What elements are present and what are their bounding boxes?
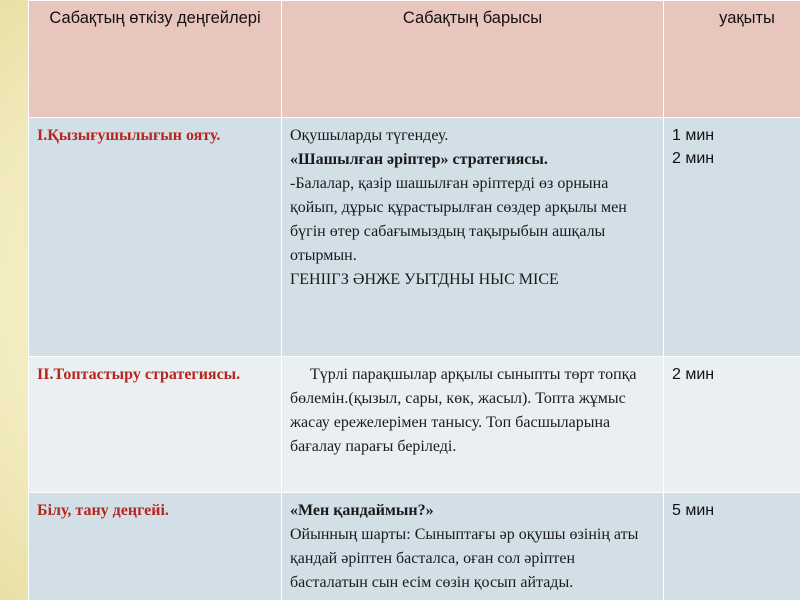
process-line: Оқушыларды түгендеу. [290,127,449,144]
table-row [29,493,800,600]
time-cell [664,493,800,600]
stage-cell: Білу, тану деңгейі. [29,493,282,600]
lesson-plan-table-container [28,0,800,600]
table-header-row [29,1,800,118]
lesson-plan-table [28,0,800,600]
header-time: уақыты [664,1,800,118]
time-value: 2 мин [672,150,715,167]
scrambled-letters: ГЕНІІГЗ ӘНЖЕ УЫТДНЫ НЫС МІСЕ [290,271,559,288]
time-cell [664,118,800,357]
time-cell [664,357,800,493]
process-line: Ойынның шарты: Сыныптағы әр оқушы өзінің аты қандай әріптен басталса, оған сол әріптен басталатын сын есім сөзін қосып айтады. [290,526,639,591]
table-row [29,357,800,493]
process-line: -Балалар, қазір шашылған әріптерді өз орнына қойып, дұрыс құрастырылған сөздер арқылы мен бүгін өтер сабағымыздың тақырыбын ашқалы отырмын. [290,175,627,264]
table-row [29,118,800,357]
header-stages: Сабақтың өткізу деңгейлері [29,1,282,118]
process-line: Түрлі парақшылар арқылы сыныпты төрт топқа бөлемін.(қызыл, сары, көк, жасыл). Топта жұмыс жасау ережелерімен танысу. Топ басшыларына бағалау парағы беріледі. [290,366,637,455]
process-cell [282,118,664,357]
time-value: 2 мин [672,366,715,383]
time-value: 5 мин [672,502,715,519]
stage-cell: ІІ.Топтастыру стратегиясы. [29,357,282,493]
stage-cell: І.Қызығушылығын ояту. [29,118,282,357]
time-value: 1 мин [672,127,715,144]
strategy-title: «Шашылған әріптер» стратегиясы. [290,151,548,168]
header-process: Сабақтың барысы [282,1,664,118]
game-title: «Мен қандаймын?» [290,502,434,519]
process-cell [282,357,664,493]
process-cell [282,493,664,600]
